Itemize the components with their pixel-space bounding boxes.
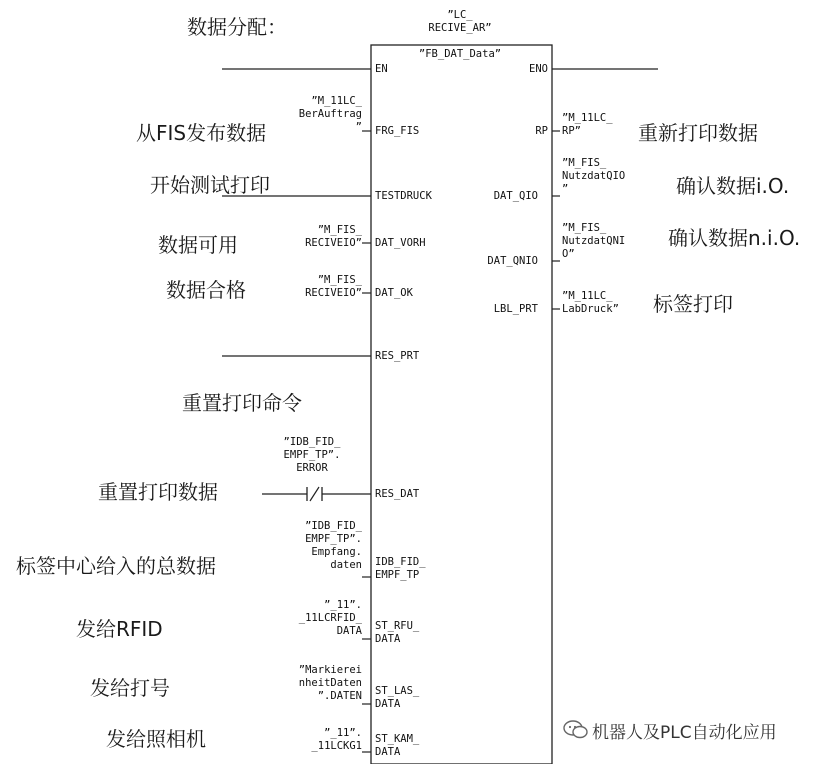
operand-idb-4: daten [330, 559, 362, 571]
block-type-name: ”FB_DAT_Data” [418, 48, 502, 60]
watermark-text: 机器人及PLC自动化应用 [592, 723, 777, 743]
operand-res-dat-2: EMPF_TP”. [283, 449, 341, 461]
pin-rp: RP [535, 125, 548, 137]
pin-res-prt: RES_PRT [375, 350, 420, 362]
operand-frg-fis-3: ” [355, 121, 362, 133]
operand-res-dat-1: ”IDB_FID_ [283, 436, 341, 448]
operand-st-rfu-2: _11LCRFID_ [298, 612, 362, 624]
annotation-dat-vorh: 数据可用 [158, 233, 238, 257]
operand-idb-1: ”IDB_FID_ [305, 520, 362, 532]
pin-st-kam-line2: DATA [375, 746, 401, 758]
operand-dat-qio-1: ”M_FIS_ [562, 157, 607, 169]
instance-db-line2: RECIVE_AR” [428, 22, 492, 34]
operand-dat-ok-2: RECIVEIO” [305, 287, 362, 299]
operand-dat-qio-2: NutzdatQIO [562, 170, 626, 182]
pin-st-rfu-line1: ST_RFU_ [375, 620, 420, 632]
pin-res-dat: RES_DAT [375, 488, 420, 500]
operand-dat-qnio-3: O” [562, 248, 575, 260]
annotation-testdruck: 开始测试打印 [150, 173, 270, 197]
pin-st-kam-line1: ST_KAM_ [375, 733, 420, 745]
operand-st-rfu-3: DATA [336, 625, 362, 637]
pin-dat-qnio: DAT_QNIO [487, 255, 538, 267]
operand-res-dat-3: ERROR [296, 462, 328, 474]
operand-idb-3: Empfang. [311, 546, 362, 558]
operand-idb-2: EMPF_TP”. [305, 533, 362, 545]
operand-st-las-2: nheitDaten [298, 677, 362, 689]
wechat-icon [562, 718, 590, 740]
operand-rp-2: RP” [562, 125, 581, 137]
pin-st-las-line1: ST_LAS_ [375, 685, 420, 697]
annotation-dat-ok: 数据合格 [166, 278, 246, 302]
pin-lbl-prt: LBL_PRT [493, 303, 538, 315]
annotation-lbl-prt: 标签打印 [653, 292, 733, 316]
pin-idb-line1: IDB_FID_ [375, 556, 426, 568]
operand-st-kam-1: ”_11”. [324, 727, 362, 739]
operand-dat-ok-1: ”M_FIS_ [317, 274, 362, 286]
operand-dat-vorh-1: ”M_FIS_ [317, 224, 362, 236]
annotation-st-kam: 发给照相机 [106, 727, 206, 751]
operand-st-kam-2: _11LCKG1 [311, 740, 362, 752]
pin-st-rfu-line2: DATA [375, 633, 401, 645]
diagram-title: 数据分配： [187, 15, 287, 39]
pin-testdruck: TESTDRUCK [375, 190, 432, 202]
function-block-box [371, 45, 552, 764]
pin-dat-vorh: DAT_VORH [375, 237, 426, 249]
annotation-res-dat: 重置打印数据 [98, 480, 218, 504]
operand-lbl-prt-2: LabDruck” [562, 303, 619, 315]
operand-rp-1: ”M_11LC_ [562, 112, 613, 124]
operand-dat-qio-3: ” [562, 183, 569, 195]
annotation-st-las: 发给打号 [90, 676, 170, 700]
annotation-res-prt: 重置打印命令 [182, 391, 302, 415]
annotation-rp: 重新打印数据 [638, 121, 758, 145]
pin-idb-line2: EMPF_TP [375, 569, 420, 581]
operand-frg-fis-1: ”M_11LC_ [311, 95, 362, 107]
pin-eno: ENO [529, 63, 548, 75]
operand-st-las-3: ”.DATEN [317, 690, 362, 702]
operand-frg-fis-2: BerAuftrag [298, 108, 362, 120]
pin-dat-ok: DAT_OK [375, 287, 413, 299]
annotation-dat-qio: 确认数据i.O. [676, 174, 790, 198]
operand-lbl-prt-1: ”M_11LC_ [562, 290, 613, 302]
pin-dat-qio: DAT_QIO [493, 190, 538, 202]
pin-en: EN [375, 63, 388, 75]
pin-st-las-line2: DATA [375, 698, 401, 710]
annotation-dat-qnio: 确认数据n.i.O. [668, 226, 801, 250]
operand-dat-qnio-2: NutzdatQNI [562, 235, 626, 247]
operand-dat-qnio-1: ”M_FIS_ [562, 222, 607, 234]
annotation-frg-fis: 从FIS发布数据 [136, 121, 267, 145]
operand-st-rfu-1: ”_11”. [324, 599, 362, 611]
nc-contact-slash [310, 487, 319, 501]
instance-db-line1: ”LC_ [447, 9, 473, 21]
operand-dat-vorh-2: RECIVEIO” [305, 237, 362, 249]
annotation-st-rfu: 发给RFID [76, 617, 163, 641]
annotation-idb: 标签中心给入的总数据 [16, 554, 216, 578]
operand-st-las-1: ”Markierei [298, 664, 362, 676]
pin-frg-fis: FRG_FIS [375, 125, 420, 137]
